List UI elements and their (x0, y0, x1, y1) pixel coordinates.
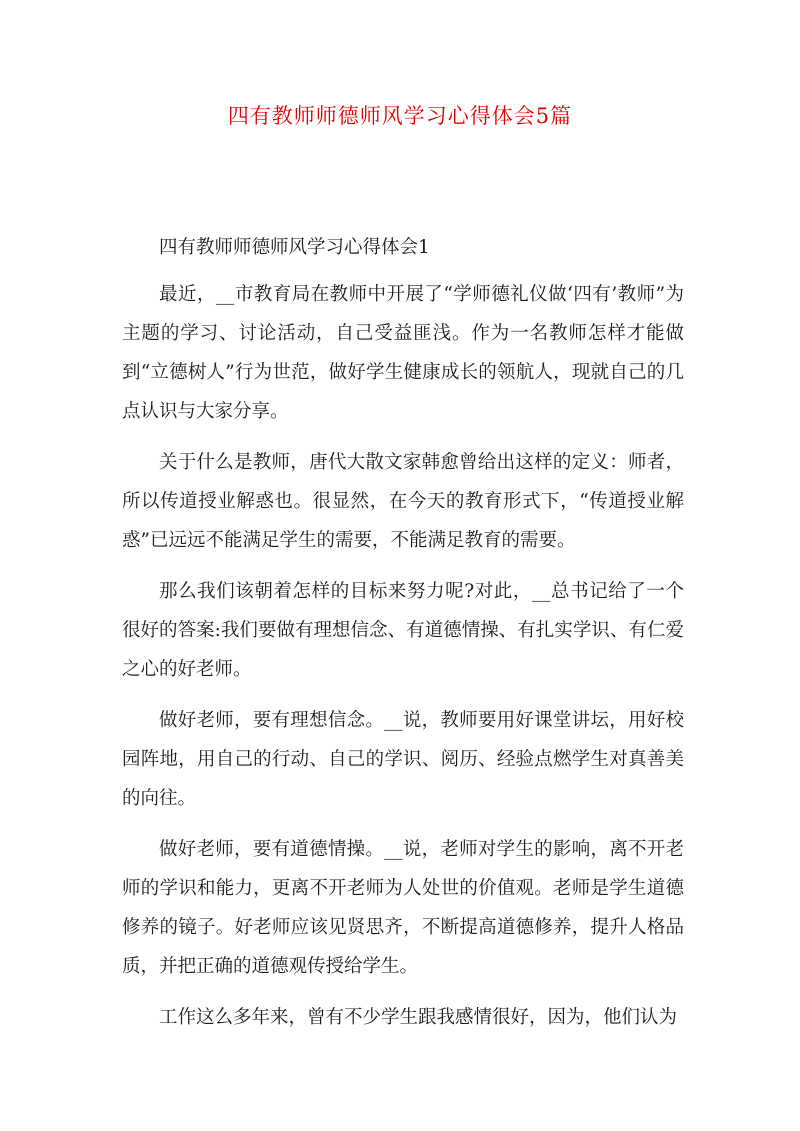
section-heading: 四有教师师德师风学习心得体会1 (159, 237, 430, 258)
paragraph: 做好老师，要有道德情操。__说，老师对学生的影响，离不开老师的学识和能力，更离不开老师为人处世的价值观。老师是学生道德修养的镜子。好老师应该见贤思齐，不断提高道德修养，提升人格品质，并把正确的道德观传授给学生。 (122, 839, 684, 977)
paragraph: 最近，__市教育局在教师中开展了“学师德礼仪做‘四有’教师”为主题的学习、讨论活动，自己受益匪浅。作为一名教师怎样才能做到“立德树人”行为世范，做好学生健康成长的领航人，现就自己的几点认识与大家分享。 (122, 284, 684, 422)
paragraph: 工作这么多年来，曾有不少学生跟我感情很好，因为，他们认为 (159, 1007, 678, 1028)
document-body (122, 228, 684, 1049)
paragraph: 那么我们该朝着怎样的目标来努力呢?对此，__总书记给了一个很好的答案:我们要做有理想信念、有道德情操、有扎实学识、有仁爱之心的好老师。 (122, 581, 684, 680)
document-title: 四有教师师德师风学习心得体会5篇 (227, 104, 573, 128)
paragraph: 做好老师，要有理想信念。__说，教师要用好课堂讲坛，用好校园阵地，用自己的行动、自己的学识、阅历、经验点燃学生对真善美的向往。 (122, 710, 684, 809)
paragraph: 关于什么是教师，唐代大散文家韩愈曾给出这样的定义：师者，所以传道授业解惑也。很显然，在今天的教育形式下，“传道授业解惑”已远远不能满足学生的需要，不能满足教育的需要。 (122, 452, 684, 551)
